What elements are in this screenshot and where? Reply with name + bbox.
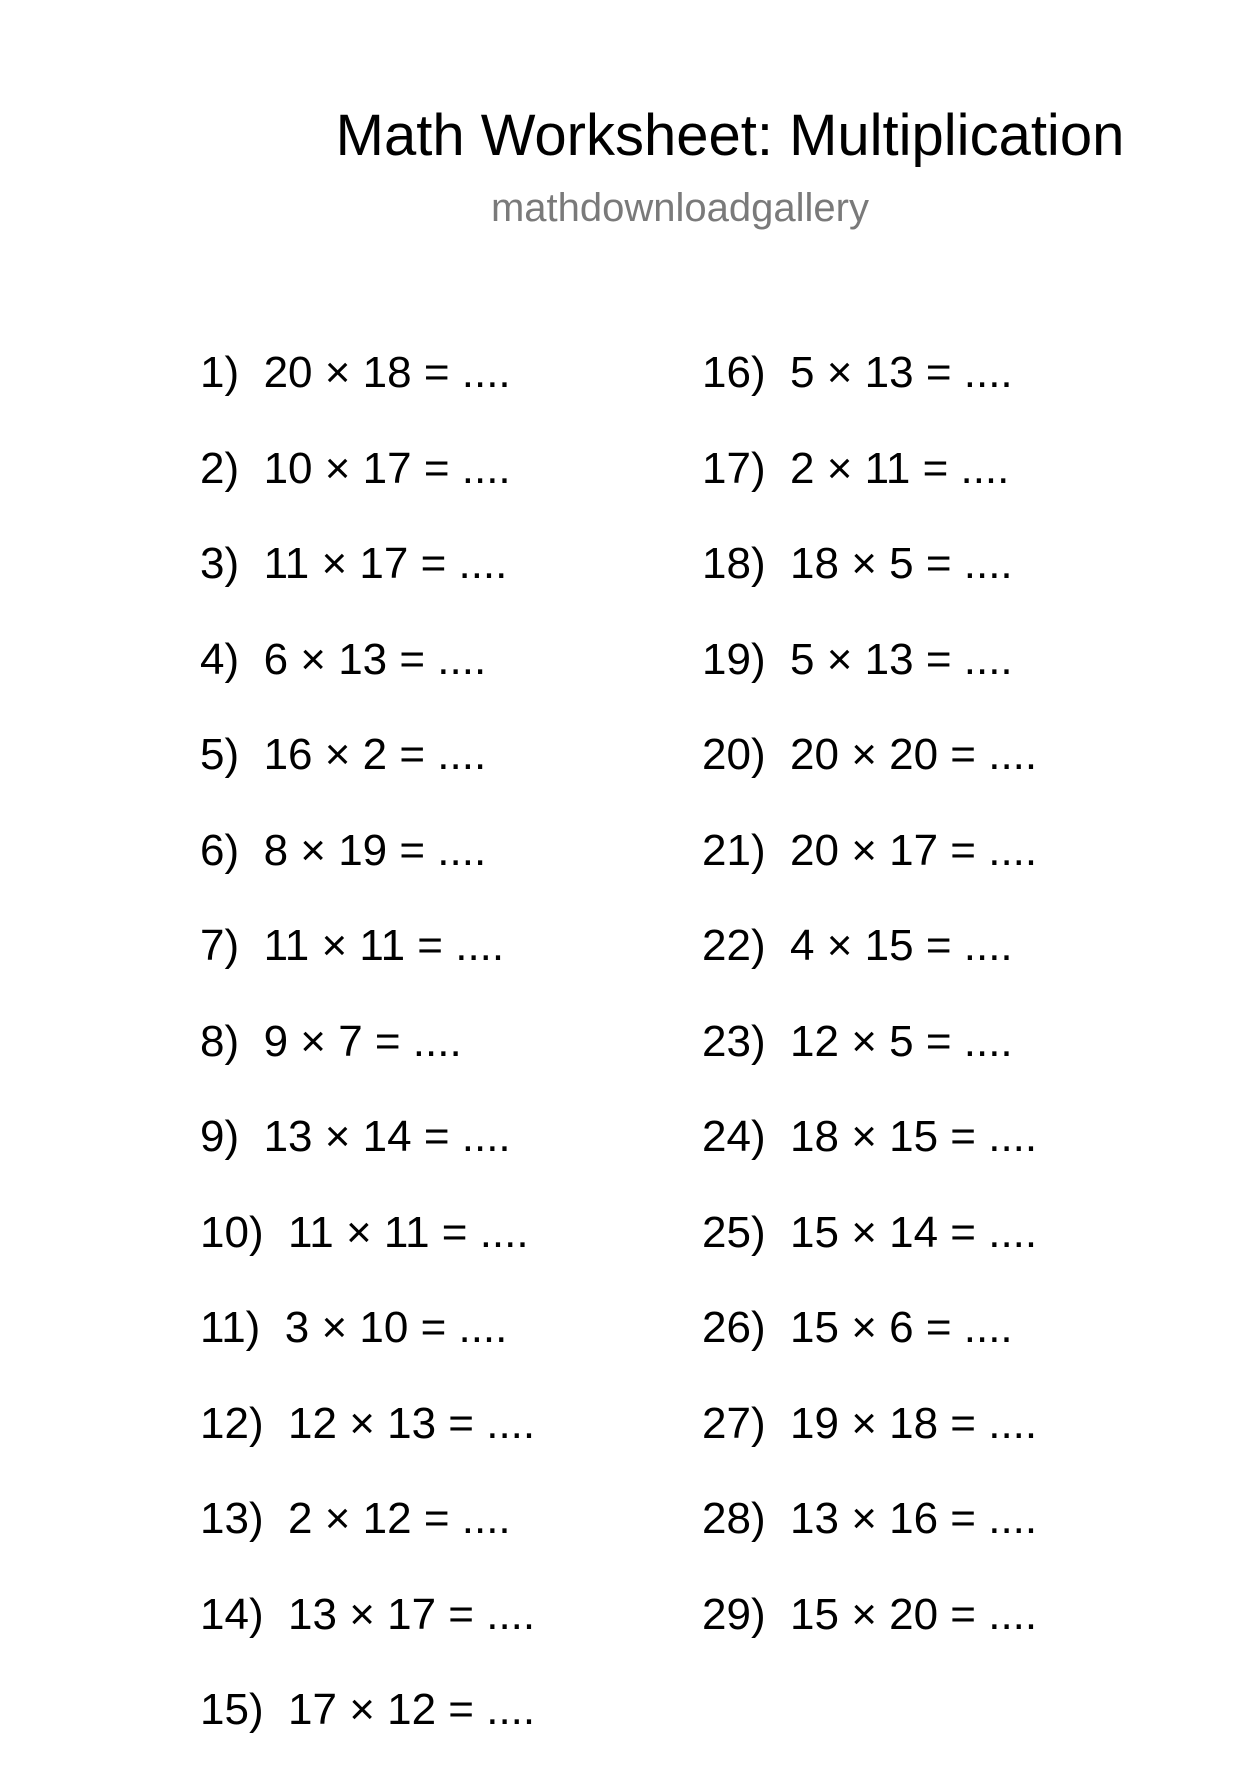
problem-number: 6) bbox=[200, 825, 240, 875]
problem-expression: 4 × 15 = .... bbox=[790, 921, 1013, 970]
problem-expression: 15 × 14 = .... bbox=[790, 1207, 1038, 1257]
problem-item bbox=[702, 343, 1037, 439]
problem-item bbox=[702, 1012, 1037, 1108]
problem-number: 18) bbox=[702, 539, 766, 588]
problem-number: 11) bbox=[200, 1303, 261, 1352]
problem-number: 4) bbox=[200, 634, 240, 684]
problem-expression: 12 × 13 = .... bbox=[288, 1398, 536, 1448]
problem-item bbox=[702, 1107, 1037, 1203]
problem-item bbox=[200, 1298, 535, 1394]
problem-expression: 2 × 11 = .... bbox=[790, 443, 1010, 493]
problem-number: 13) bbox=[200, 1494, 264, 1543]
problem-item bbox=[702, 1489, 1037, 1585]
problem-number: 25) bbox=[702, 1207, 766, 1257]
worksheet-subtitle: mathdownloadgallery bbox=[490, 186, 869, 230]
problem-expression: 20 × 18 = .... bbox=[263, 348, 511, 397]
problem-expression: 9 × 7 = .... bbox=[263, 1016, 462, 1066]
problem-item bbox=[200, 821, 535, 917]
problem-number: 24) bbox=[702, 1112, 766, 1161]
problem-expression: 13 × 17 = .... bbox=[288, 1589, 536, 1639]
problem-number: 19) bbox=[702, 634, 766, 684]
problem-number: 12) bbox=[200, 1398, 264, 1448]
problem-item bbox=[200, 343, 535, 439]
problem-number: 22) bbox=[702, 921, 766, 970]
problem-expression: 17 × 12 = .... bbox=[288, 1685, 536, 1734]
problem-item bbox=[200, 1107, 535, 1203]
problem-item bbox=[200, 439, 535, 535]
problem-expression: 11 × 11 = .... bbox=[288, 1207, 529, 1257]
problem-item bbox=[702, 630, 1037, 726]
problem-expression: 19 × 18 = .... bbox=[790, 1398, 1038, 1448]
problem-number: 16) bbox=[702, 348, 766, 397]
problem-expression: 11 × 17 = .... bbox=[263, 539, 508, 588]
problem-expression: 12 × 5 = .... bbox=[790, 1016, 1013, 1066]
problem-item bbox=[200, 1489, 535, 1585]
problem-expression: 11 × 11 = .... bbox=[263, 921, 505, 970]
problem-number: 10) bbox=[200, 1207, 264, 1257]
problem-item bbox=[702, 725, 1037, 821]
problem-expression: 13 × 14 = .... bbox=[263, 1112, 511, 1161]
problem-expression: 18 × 5 = .... bbox=[790, 539, 1013, 588]
problem-expression: 20 × 17 = .... bbox=[790, 825, 1038, 875]
problem-item bbox=[702, 534, 1037, 630]
problem-number: 21) bbox=[702, 825, 766, 875]
problem-number: 15) bbox=[200, 1685, 264, 1734]
problem-number: 2) bbox=[200, 443, 240, 493]
problem-number: 29) bbox=[702, 1589, 766, 1639]
problem-item bbox=[702, 439, 1037, 535]
problem-expression: 13 × 16 = .... bbox=[790, 1494, 1038, 1543]
problem-number: 5) bbox=[200, 730, 240, 779]
problem-item bbox=[200, 725, 535, 821]
problem-expression: 5 × 13 = .... bbox=[790, 348, 1013, 397]
problem-item bbox=[200, 1585, 535, 1681]
problem-item bbox=[200, 1203, 535, 1299]
problem-number: 20) bbox=[702, 730, 766, 779]
problem-item bbox=[200, 534, 535, 630]
problem-number: 3) bbox=[200, 539, 240, 588]
problem-expression: 16 × 2 = .... bbox=[263, 730, 487, 779]
problem-expression: 15 × 20 = .... bbox=[790, 1589, 1038, 1639]
problem-expression: 2 × 12 = .... bbox=[288, 1494, 511, 1543]
problem-item bbox=[702, 1203, 1037, 1299]
problem-item bbox=[200, 630, 535, 726]
problem-item bbox=[702, 1298, 1037, 1394]
problem-number: 17) bbox=[702, 443, 766, 493]
problem-expression: 8 × 19 = .... bbox=[263, 825, 487, 875]
problem-number: 7) bbox=[200, 921, 240, 970]
problem-item bbox=[200, 916, 535, 1012]
problem-expression: 10 × 17 = .... bbox=[263, 443, 511, 493]
problems-column-right bbox=[702, 343, 1037, 1680]
problem-expression: 3 × 10 = .... bbox=[284, 1303, 508, 1352]
problem-item bbox=[200, 1680, 535, 1776]
worksheet-title: Math Worksheet: Multiplication bbox=[335, 103, 1125, 168]
problem-item bbox=[702, 916, 1037, 1012]
problem-item bbox=[702, 1585, 1037, 1681]
problem-item bbox=[702, 821, 1037, 917]
problem-number: 23) bbox=[702, 1016, 766, 1066]
problem-number: 27) bbox=[702, 1398, 766, 1448]
problem-number: 14) bbox=[200, 1589, 264, 1639]
problem-number: 8) bbox=[200, 1016, 240, 1066]
problem-item bbox=[702, 1394, 1037, 1490]
problem-item bbox=[200, 1012, 535, 1108]
problem-item bbox=[200, 1394, 535, 1490]
problem-number: 9) bbox=[200, 1112, 240, 1161]
problems-column-left bbox=[200, 343, 535, 1776]
problem-expression: 18 × 15 = .... bbox=[790, 1112, 1038, 1161]
problem-expression: 15 × 6 = .... bbox=[790, 1303, 1013, 1352]
problem-expression: 20 × 20 = .... bbox=[790, 730, 1038, 779]
problem-number: 28) bbox=[702, 1494, 766, 1543]
problem-expression: 5 × 13 = .... bbox=[790, 634, 1013, 684]
problem-expression: 6 × 13 = .... bbox=[263, 634, 487, 684]
problem-number: 1) bbox=[200, 348, 240, 397]
problem-number: 26) bbox=[702, 1303, 766, 1352]
